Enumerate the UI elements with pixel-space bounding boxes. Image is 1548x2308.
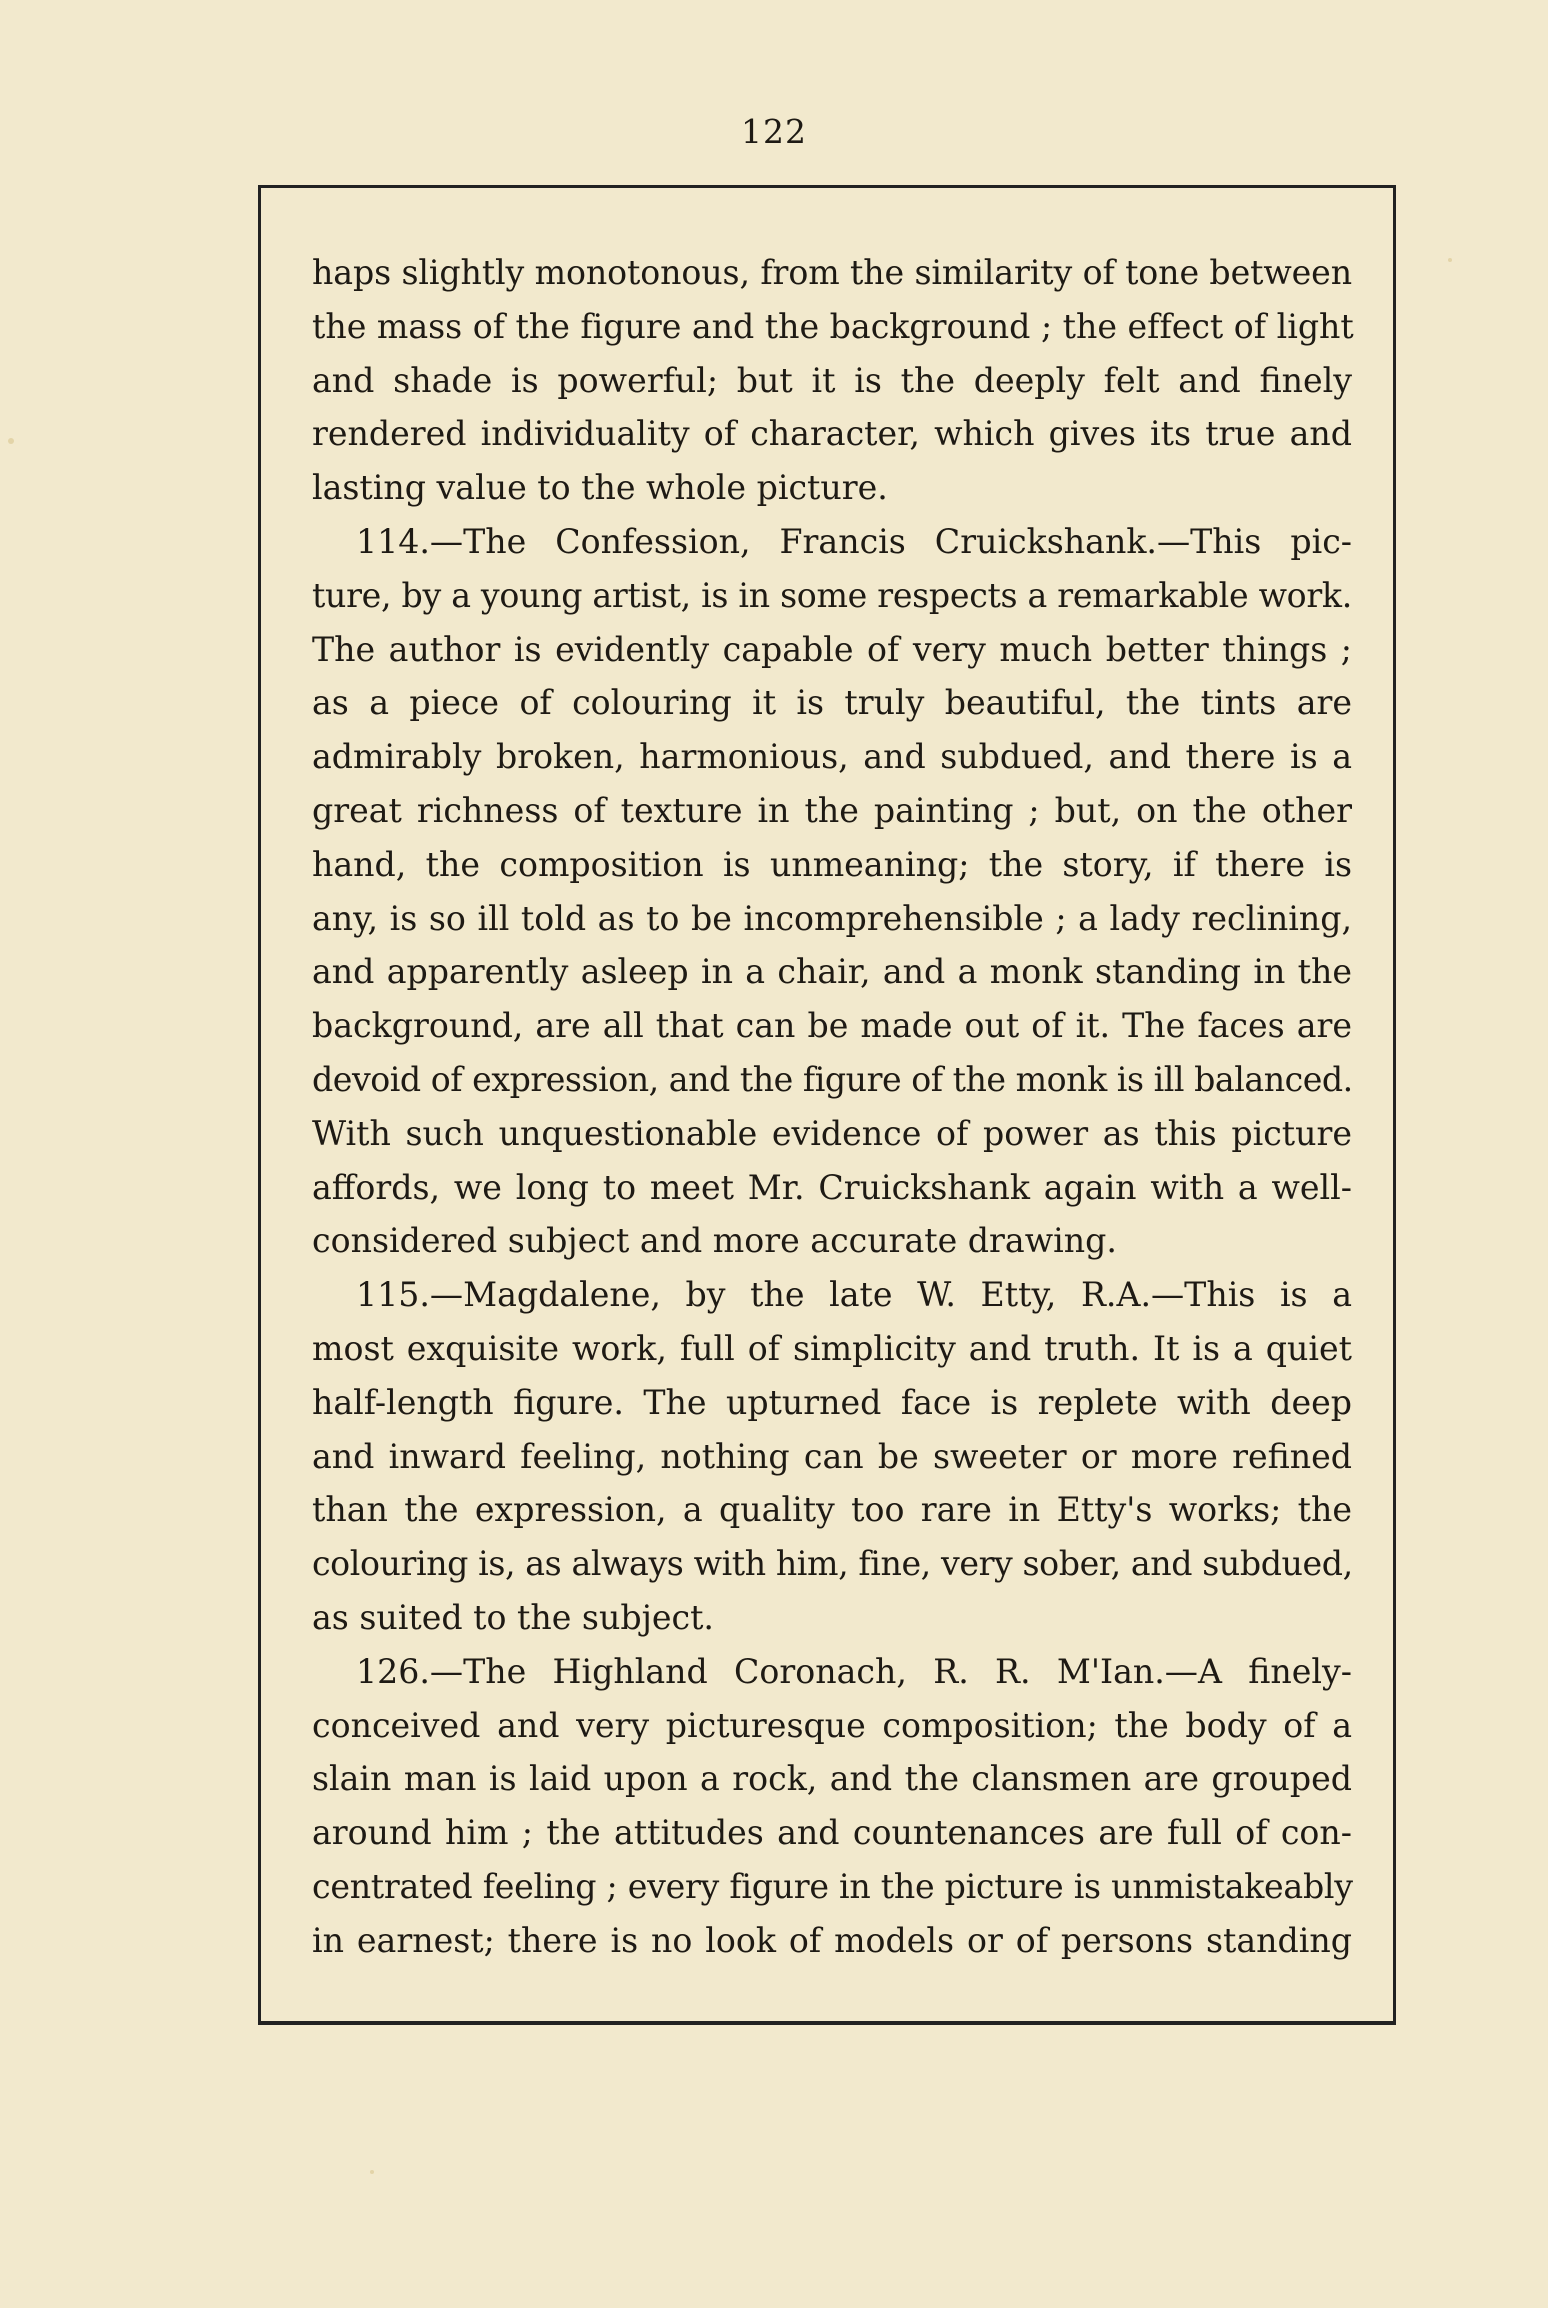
text-line: affords, we long to meet Mr. Cruickshank again with a well- — [312, 1167, 1352, 1207]
text-line: in earnest; there is no look of models or of persons standing — [312, 1920, 1352, 1960]
text-line: than the expression, a quality too rare in Etty's works; the — [312, 1490, 1352, 1530]
text-line: devoid of expression, and the figure of the monk is ill balanced. — [312, 1059, 1353, 1099]
text-line: any, is so ill told as to be incomprehensible ; a lady reclining, — [312, 898, 1352, 938]
entry-126-heading: 126.—The Highland Coronach, R. R. M'Ian.—A finely- — [356, 1651, 1352, 1691]
text-line: background, are all that can be made out of it. The faces are — [312, 1006, 1352, 1046]
text-line: admirably broken, harmonious, and subdued, and there is a — [312, 737, 1352, 777]
text-line: half-length figure. The upturned face is replete with deep — [312, 1382, 1352, 1422]
paper-speck — [370, 2170, 374, 2174]
page-number: 122 — [741, 112, 807, 151]
text-line: lasting value to the whole picture. — [312, 468, 888, 508]
entry-114-heading: 114.—The Confession, Francis Cruickshank.—This pic- — [356, 521, 1352, 561]
text-line: rendered individuality of character, which gives its true and — [312, 414, 1352, 454]
paper-speck — [8, 438, 14, 444]
text-line: hand, the composition is unmeaning; the story, if there is — [312, 844, 1352, 884]
entry-115-heading: 115.—Magdalene, by the late W. Etty, R.A.—This is a — [356, 1275, 1352, 1315]
text-line: considered subject and more accurate drawing. — [312, 1221, 1117, 1261]
text-line: as suited to the subject. — [312, 1597, 714, 1637]
text-line: conceived and very picturesque composition; the body of a — [312, 1705, 1352, 1745]
text-line: The author is evidently capable of very much better things ; — [312, 629, 1352, 669]
text-line: ture, by a young artist, is in some respects a remarkable work. — [312, 575, 1352, 615]
text-line: around him ; the attitudes and countenances are full of con- — [312, 1813, 1352, 1853]
text-line: haps slightly monotonous, from the similarity of tone between — [312, 253, 1352, 292]
text-line: the mass of the figure and the background ; the effect of light — [312, 306, 1354, 346]
text-line: great richness of texture in the painting ; but, on the other — [312, 790, 1352, 830]
text-line: and apparently asleep in a chair, and a monk standing in the — [312, 952, 1352, 992]
body-text — [312, 246, 1352, 1968]
text-line: most exquisite work, full of simplicity and truth. It is a quiet — [312, 1328, 1352, 1368]
text-line: as a piece of colouring it is truly beautiful, the tints are — [312, 683, 1352, 723]
text-line: and inward feeling, nothing can be sweeter or more refined — [312, 1436, 1352, 1476]
text-line: centrated feeling ; every figure in the picture is unmistakeably — [312, 1866, 1353, 1906]
text-line: With such unquestionable evidence of power as this picture — [312, 1113, 1352, 1153]
paper-speck — [1448, 258, 1452, 262]
text-line: and shade is powerful; but it is the deeply felt and finely — [312, 360, 1352, 400]
text-line: colouring is, as always with him, fine, very sober, and subdued, — [312, 1544, 1353, 1584]
text-line: slain man is laid upon a rock, and the clansmen are grouped — [312, 1759, 1352, 1799]
